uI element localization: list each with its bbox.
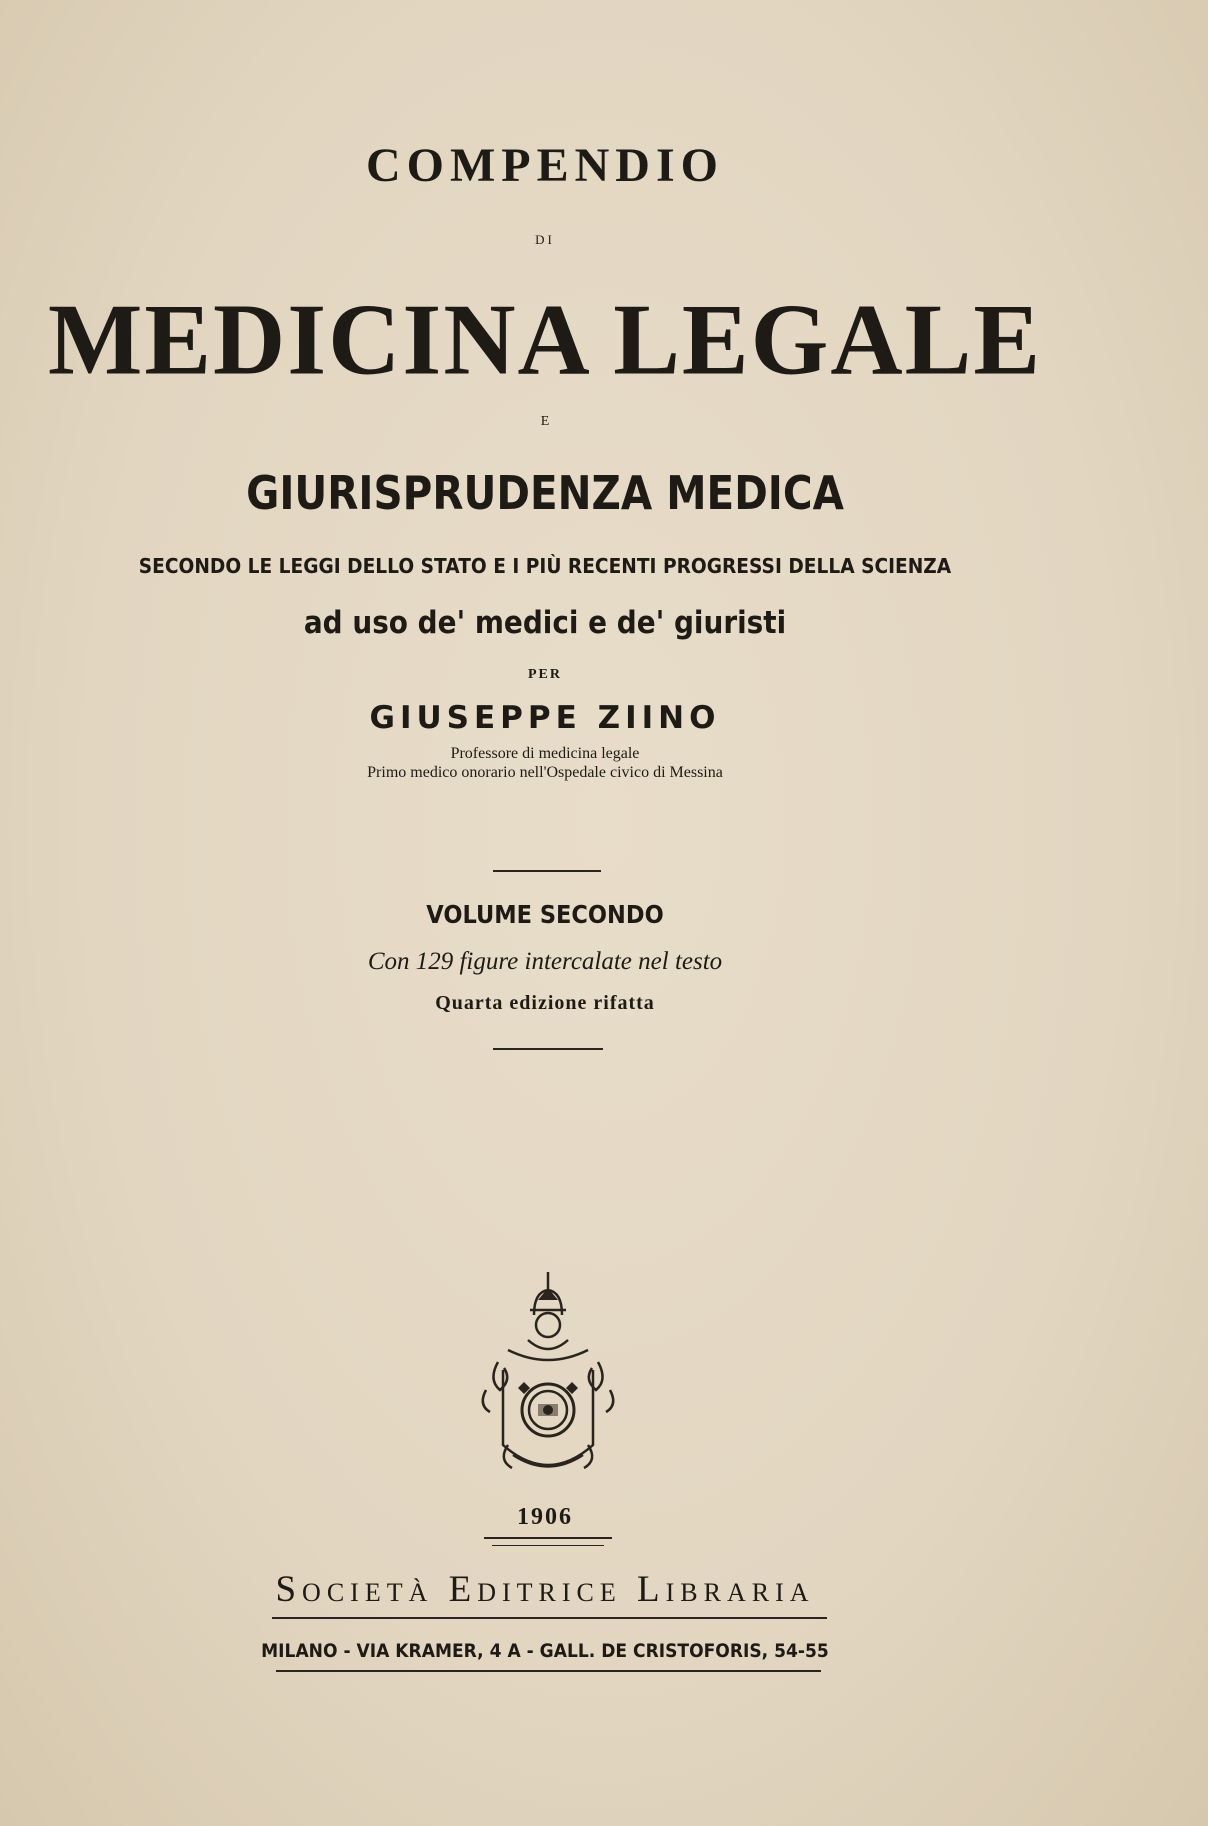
divider-bottom	[493, 1048, 603, 1050]
title-top: COMPENDIO	[366, 139, 724, 192]
divider-top	[493, 870, 601, 872]
author-title-2: Primo medico onorario nell'Ospedale civico di Messina	[367, 764, 723, 781]
publication-year: 1906	[517, 1504, 573, 1530]
title-e: E	[540, 414, 550, 429]
year-rule-2	[492, 1545, 604, 1546]
title-main: MEDICINA LEGALE	[47, 282, 1043, 397]
author-name: GIUSEPPE ZIINO	[369, 700, 721, 736]
address-rule	[276, 1670, 821, 1672]
publisher-name: Società Editrice Libraria	[275, 1569, 815, 1610]
author-title-1: Professore di medicina legale	[450, 745, 640, 762]
year-rule-1	[484, 1537, 612, 1539]
per-label: PER	[528, 667, 562, 682]
volume-label: VOLUME SECONDO	[426, 900, 664, 929]
subtitle: SECONDO LE LEGGI DELLO STATO E I PIÙ RECENTI PROGRESSI DELLA SCIENZA	[138, 554, 952, 578]
publisher-rule	[272, 1617, 827, 1619]
publisher-emblem-icon	[468, 1270, 628, 1485]
figures-note: Con 129 figure intercalate nel testo	[367, 948, 723, 975]
audience: ad uso de' medici e de' giuristi	[303, 605, 787, 641]
title-di: DI	[535, 232, 555, 247]
title-sub: GIURISPRUDENZA MEDICA	[246, 466, 844, 520]
edition-note: Quarta edizione rifatta	[435, 992, 655, 1014]
publisher-address: MILANO - VIA KRAMER, 4 A - GALL. DE CRISTOFORIS, 54-55	[261, 1640, 829, 1662]
